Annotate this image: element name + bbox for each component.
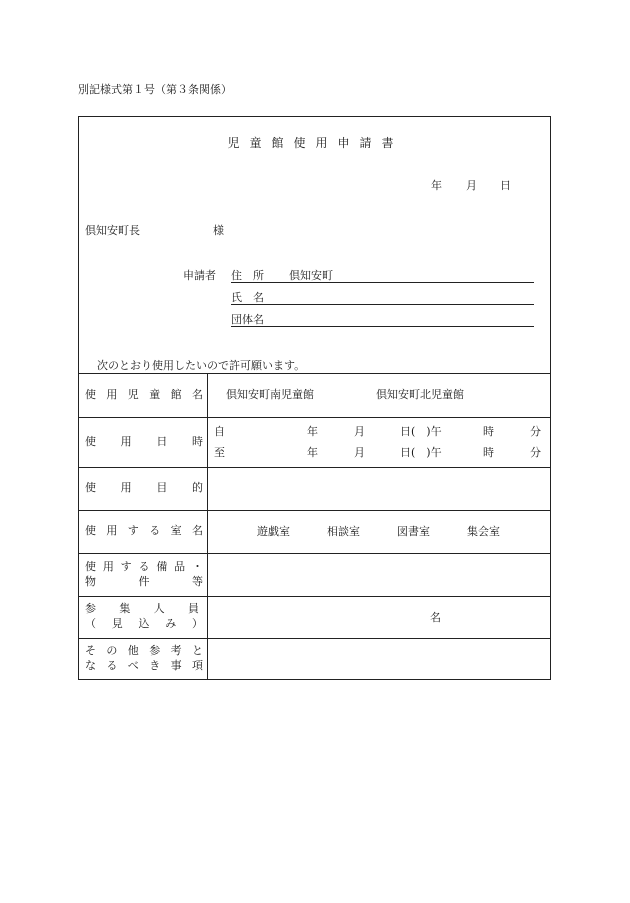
datetime-row-label: 使用日時 xyxy=(85,434,203,448)
from-year: 年 xyxy=(307,425,318,438)
intro-text: 次のとおり使用したいので許可願います。 xyxy=(97,359,306,372)
to-year: 年 xyxy=(307,446,318,459)
facility-row-label: 使用児童館名 xyxy=(85,387,203,401)
form-title: 児童館使用申請書 xyxy=(227,136,404,150)
facility-option-north[interactable]: 倶知安町北児童館 xyxy=(376,388,464,401)
column-divider xyxy=(207,373,208,680)
rooms-row-label: 使用する室名 xyxy=(85,524,203,538)
attendees-row-label: 参集人員 （見込み） xyxy=(85,602,203,630)
room-option-playroom[interactable]: 遊戯室 xyxy=(257,525,290,538)
from-prefix: 自 xyxy=(214,425,225,438)
purpose-field[interactable] xyxy=(208,468,550,510)
addressee: 倶知安町長 xyxy=(85,224,140,237)
date-month-label: 月 xyxy=(466,179,477,192)
name-label: 氏 名 xyxy=(231,291,264,304)
name-field[interactable] xyxy=(231,304,534,305)
to-prefix: 至 xyxy=(214,446,225,459)
other-field[interactable] xyxy=(208,639,550,680)
from-hour: 時 xyxy=(483,425,494,438)
applicant-label: 申請者 xyxy=(183,269,216,282)
from-month: 月 xyxy=(354,425,365,438)
equipment-field[interactable] xyxy=(208,554,550,596)
application-form xyxy=(78,116,551,680)
to-month: 月 xyxy=(354,446,365,459)
room-option-library[interactable]: 図書室 xyxy=(397,525,430,538)
room-option-consultation[interactable]: 相談室 xyxy=(327,525,360,538)
to-hour: 時 xyxy=(483,446,494,459)
purpose-row-label: 使用目的 xyxy=(85,481,203,495)
date-year-label: 年 xyxy=(431,179,442,192)
group-field[interactable] xyxy=(231,326,534,327)
room-option-assembly[interactable]: 集会室 xyxy=(467,525,500,538)
date-day-label: 日 xyxy=(500,179,511,192)
honorific: 様 xyxy=(213,224,224,237)
attendees-unit: 名 xyxy=(430,611,441,624)
address-value: 倶知安町 xyxy=(289,269,333,282)
facility-option-south[interactable]: 倶知安町南児童館 xyxy=(226,388,314,401)
address-label: 住 所 xyxy=(231,269,264,282)
from-day: 日( )午 xyxy=(400,425,442,438)
group-label: 団体名 xyxy=(231,313,264,326)
to-minute: 分 xyxy=(530,446,541,459)
form-number: 別記様式第１号（第３条関係） xyxy=(78,83,232,96)
to-day: 日( )午 xyxy=(400,446,442,459)
equipment-row-label: 使用する備品・ 物件等 xyxy=(85,559,203,588)
address-field[interactable] xyxy=(231,282,534,283)
from-minute: 分 xyxy=(530,425,541,438)
other-row-label: その他参考と なるべき事項 xyxy=(85,644,203,672)
